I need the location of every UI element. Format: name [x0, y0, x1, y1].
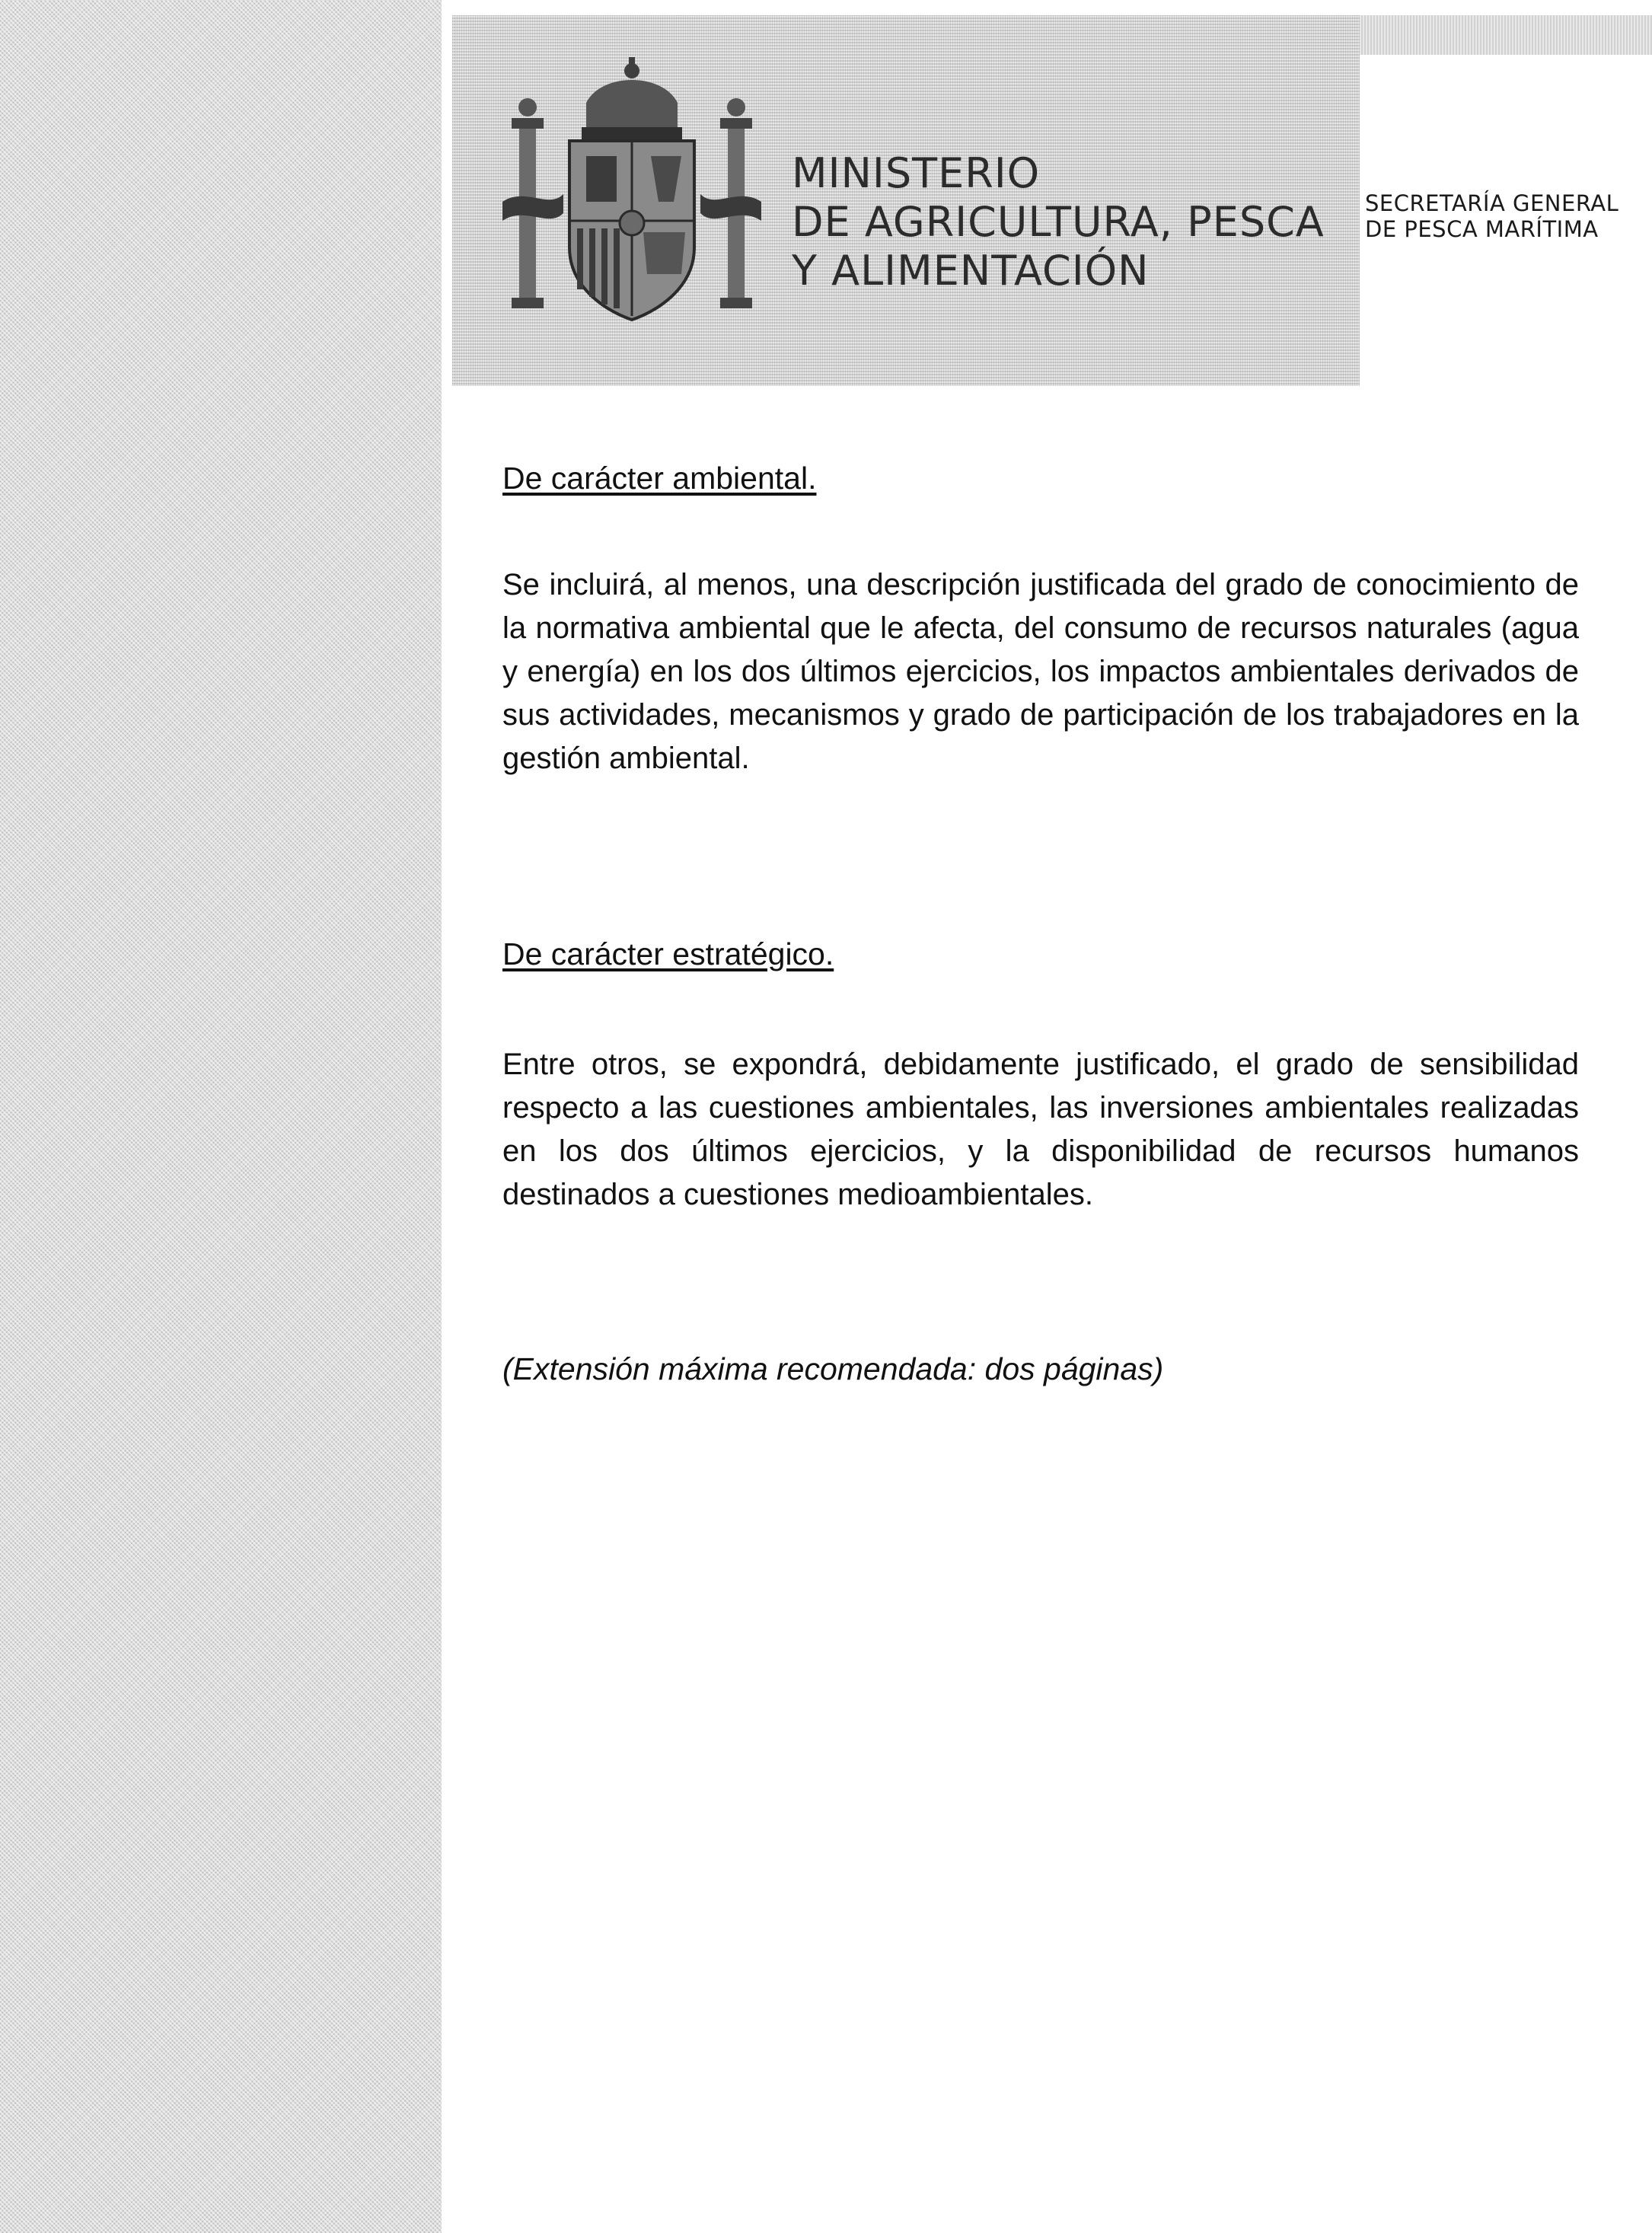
secretaria-line-2: DE PESCA MARÍTIMA: [1365, 216, 1599, 242]
ministry-name-line-3: Y ALIMENTACIÓN: [792, 247, 1150, 295]
section-text-estrategico: Entre otros, se expondrá, debidamente justificado, el grado de sensibilidad respecto a las cuestiones ambientales, las inversiones ambientales realizadas en los dos últimos ejercicios, y la disponibilidad de recursos humanos destinados a cuestiones medioambientales.: [502, 1048, 1579, 1211]
section-heading-estrategico: De carácter estratégico.: [502, 936, 834, 971]
secretaria-line-1: SECRETARÍA GENERAL: [1365, 190, 1619, 216]
ministry-name-line-1: MINISTERIO: [792, 149, 1041, 197]
ministry-name-line-2: DE AGRICULTURA, PESCA: [792, 198, 1325, 246]
section-heading-ambiental: De carácter ambiental.: [502, 461, 817, 496]
left-decorative-band: [0, 0, 442, 2233]
section-text-ambiental: Se incluirá, al menos, una descripción justificada del grado de conocimiento de la normativa ambiental que le afecta, del consumo de recursos naturales (agua y energía) en los dos últimos ejercicios, los impactos ambientales derivados de sus actividades, mecanismos y grado de participación de los trabajadores en la gestión ambiental.: [502, 568, 1579, 775]
header-strip: [1360, 15, 1652, 55]
extension-note: (Extensión máxima recomendada: dos páginas): [502, 1351, 1164, 1386]
secretaria-name: [1365, 190, 1652, 242]
ministry-name: [792, 149, 1355, 295]
coat-of-arms-of-spain-icon: [502, 57, 761, 324]
